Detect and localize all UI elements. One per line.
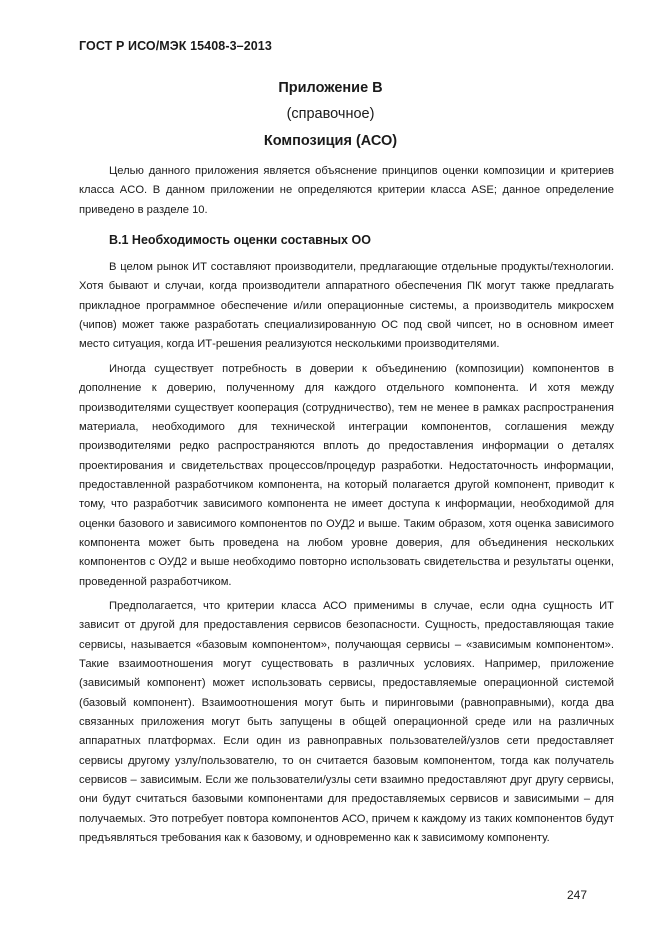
intro-paragraph: Целью данного приложения является объяснение принципов оценки композиции и критериев класса ACO. В данном приложении не определяются критерии класса ASE; данное определение приведено в разделе 10. — [79, 165, 614, 216]
page-number: 247 — [567, 888, 588, 902]
body-paragraph: В целом рынок ИТ составляют производители, предлагающие отдельные продукты/технологии. Хотя бывают и случаи, когда производители аппаратного обеспечения ПК могут также предлагать прикладное программное обеспечение и/или операционные системы, а производитель микросхем (чипов) может также разработать специализированную ОС под свой чипсет, но в основном имеет место ситуация, когда ИТ-решения реализуются несколькими производителями. — [79, 261, 614, 351]
section-heading: В.1 Необходимость оценки составных ОО — [109, 233, 371, 247]
section-heading-block — [79, 231, 614, 250]
section-paragraph-2 — [79, 360, 614, 592]
intro-block — [79, 162, 614, 220]
section-paragraph-1 — [79, 258, 614, 355]
section-paragraph-3 — [79, 597, 614, 848]
body-paragraph: Предполагается, что критерии класса АСО применимы в случае, если одна сущность ИТ зависит от другой для предоставления сервисов безопасности. Сущность, предоставляющая такие сервисы, называется «базовым компонентом», получающая сервисы – «зависимым компонентом». Такие взаимоотношения могут существовать в различных условиях. Например, приложение (зависимый компонент) может использовать сервисы, предоставляемые операционной системой (базовый компонент). Взаимоотношения могут быть и пиринговыми (равноправными), когда два связанных приложения могут быть запущены в общей операционной среде или на различных аппаратных платформах. Если один из равноправных пользователей/узлов сети предоставляет сервисы другому узлу/пользователю, то он считается базовым компонентом, тогда как получатель сервисов – зависимым. Если же пользователи/узлы сети взаимно предоставляют друг другу сервисы, они будут считаться базовыми компонентами для предоставляемых сервисов и зависимыми – для получаемых. Это потребует повтора компонентов АСО, причем к каждому из таких компонентов будут предъявляться требования как к базовому, и одновременно как к зависимому компоненту. — [79, 600, 614, 845]
document-header: ГОСТ Р ИСО/МЭК 15408-3–2013 — [79, 39, 272, 53]
appendix-status: (справочное) — [286, 106, 375, 122]
appendix-title: Приложение В — [278, 80, 383, 96]
appendix-subject: Композиция (АСО) — [263, 133, 398, 149]
body-paragraph: Иногда существует потребность в доверии к объединению (композиции) компонентов в дополнение к доверию, полученному для каждого отдельного компонента. И хотя между производителями существует кооперация (сотрудничество), тем не менее в рамках распространения материала, необходимого для технической интеграции компонентов, соглашения между производителями редко распространяются вплоть до предоставления информации о деталях проектирования и свидетельствах процессов/процедур разработки. Недостаточность информации, предоставленной разработчиком компонента, на который полагается другой компонент, приводит к тому, что разработчик зависимого компонента не имеет доступа к информации, необходимой для оценки базового и зависимого компонентов по ОУД2 и выше. Таким образом, хотя оценка зависимого компонента может быть проведена на любом уровне доверия, для объединения нескольких компонентов с ОУД2 и выше необходимо повторно использовать свидетельства и результаты оценки, проведенной разработчиком. — [79, 363, 614, 588]
